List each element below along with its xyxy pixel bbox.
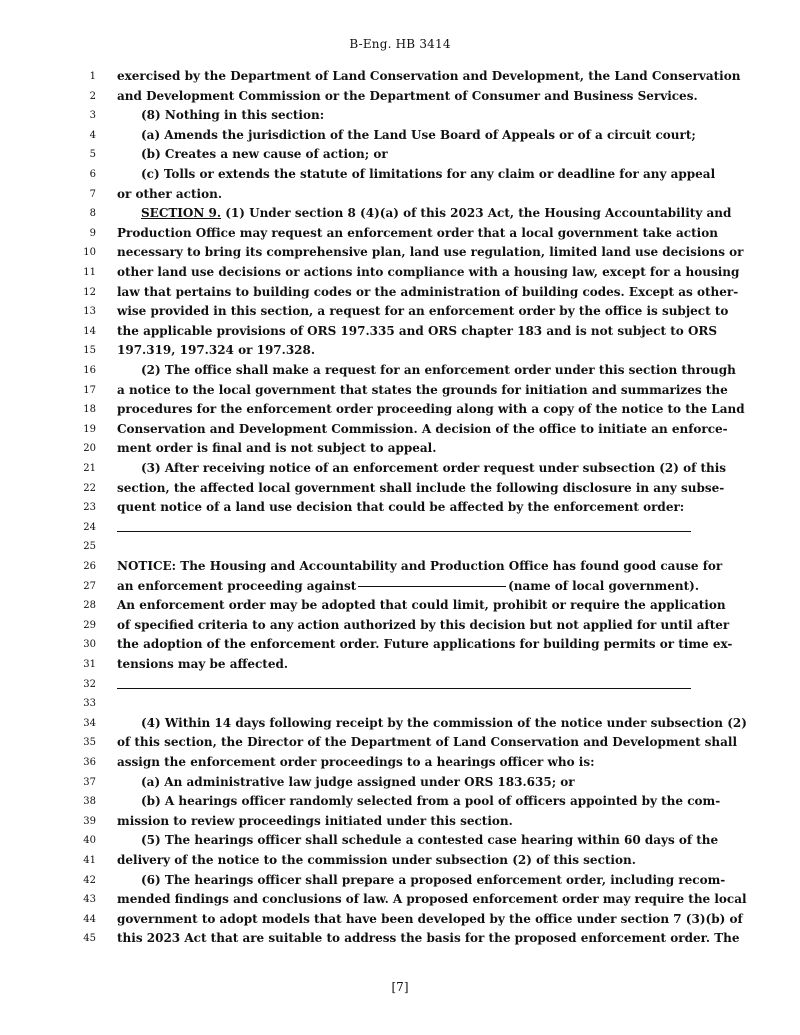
text-line: Production Office may request an enforcement order that a local government take action [117,225,718,240]
text-line: government to adopt models that have been developed by the office under section 7 (3)(b) of [117,911,743,926]
text-fragment: an enforcement proceeding against [117,578,357,593]
document-header: B-Eng. HB 3414 [349,37,451,51]
text-line: mission to review proceedings initiated under this section. [117,813,513,828]
line-number: 34 [83,717,96,729]
line-number: 26 [83,561,96,572]
text-line: assign the enforcement order proceedings to a hearings officer who is: [117,755,595,769]
line-number: 7 [89,188,96,200]
text-line: 197.319, 197.324 or 197.328. [117,343,316,358]
text-line: Conservation and Development Commission. A decision of the office to initiate an enforce- [117,421,728,436]
line-number: 35 [83,737,96,749]
line-number: 14 [83,325,96,337]
line-number: 10 [83,247,96,259]
fill-in-blank [358,586,506,587]
line-number: 17 [83,384,96,396]
line-number: 38 [83,796,96,808]
line-number: 45 [83,933,96,945]
text-line: or other action. [117,186,222,201]
line-number: 6 [89,169,96,180]
notice-rule [117,688,691,689]
line-number: 27 [83,580,96,592]
text-line [117,577,699,597]
text-fragment: (name of local government). [508,578,699,593]
text-line: law that pertains to building codes or the administration of building codes. Except as other- [117,284,739,299]
line-number: 21 [83,463,96,474]
text-line: necessary to bring its comprehensive plan, land use regulation, limited land use decisions or [117,245,744,260]
line-number: 13 [83,306,96,318]
text-line: NOTICE: The Housing and Accountability and Production Office has found good cause for [117,559,723,573]
line-number: 15 [83,345,96,357]
line-number: 31 [83,659,96,670]
text-line: ment order is final and is not subject to appeal. [117,441,437,456]
line-number: 11 [83,267,96,278]
text-line: the adoption of the enforcement order. Future applications for building permits or time ex- [117,637,733,652]
text-line: wise provided in this section, a request for an enforcement order by the office is subject to [117,304,729,319]
line-number: 30 [83,639,96,651]
text-line: quent notice of a land use decision that could be affected by the enforcement order: [117,500,685,515]
line-number: 12 [83,286,96,298]
text-line: this 2023 Act that are suitable to address the basis for the proposed enforcement order. The [117,931,740,946]
text-line: a notice to the local government that states the grounds for initiation and summarizes the [117,382,728,397]
line-number: 44 [83,913,96,925]
text-line [117,204,732,224]
line-number: 8 [89,208,96,220]
text-line: (6) The hearings officer shall prepare a proposed enforcement order, including recom- [141,872,726,887]
line-number: 24 [83,521,96,533]
line-number: 36 [83,757,96,768]
line-number: 28 [83,600,96,612]
line-number: 2 [89,90,96,102]
section-heading: SECTION 9. [141,206,222,221]
line-number: 37 [83,776,96,788]
line-number: 16 [83,365,96,376]
notice-rule [117,531,691,532]
line-number: 18 [83,404,96,416]
text-line: (a) Amends the jurisdiction of the Land Use Board of Appeals or of a circuit court; [141,127,696,142]
line-number: 40 [83,835,96,847]
page-number: [7] [391,980,409,994]
text-line: exercised by the Department of Land Conservation and Development, the Land Conservation [117,69,741,83]
line-number: 25 [83,541,96,553]
line-number: 5 [89,149,96,161]
text-line: (2) The office shall make a request for an enforcement order under this section through [141,363,736,377]
text-line: An enforcement order may be adopted that could limit, prohibit or require the application [117,598,726,613]
text-line: (4) Within 14 days following receipt by the commission of the notice under subsection (2) [141,715,747,730]
line-number: 3 [89,110,96,122]
text-line: (b) Creates a new cause of action; or [141,147,388,162]
text-line: delivery of the notice to the commission under subsection (2) of this section. [117,853,636,867]
line-number: 22 [83,482,96,494]
text-line: (5) The hearings officer shall schedule a contested case hearing within 60 days of the [141,833,719,848]
text-line: tensions may be affected. [117,657,289,671]
text-line: mended findings and conclusions of law. A proposed enforcement order may require the local [117,892,747,907]
text-line: (a) An administrative law judge assigned under ORS 183.635; or [141,774,575,789]
line-number: 41 [83,855,96,866]
text-line: procedures for the enforcement order proceeding along with a copy of the notice to the Land [117,402,745,417]
line-number: 33 [83,698,96,710]
line-number: 43 [83,894,96,906]
line-number: 39 [83,815,96,827]
text-line: of this section, the Director of the Department of Land Conservation and Development shall [117,735,738,750]
text-line: other land use decisions or actions into compliance with a housing law, except for a housing [117,265,740,279]
text-line: (c) Tolls or extends the statute of limitations for any claim or deadline for any appeal [141,167,716,181]
line-number: 4 [89,129,96,141]
text-line: section, the affected local government shall include the following disclosure in any subse- [117,480,725,495]
section-text: (1) Under section 8 (4)(a) of this 2023 Act, the Housing Accountability and [221,206,732,221]
line-number: 32 [83,678,96,690]
text-line: the applicable provisions of ORS 197.335 and ORS chapter 183 and is not subject to ORS [117,323,718,338]
line-number: 1 [89,71,96,82]
line-number: 42 [83,874,96,886]
line-number: 20 [83,443,96,455]
line-number: 23 [83,502,96,514]
line-number: 29 [83,619,96,631]
text-line: and Development Commission or the Department of Consumer and Business Services. [117,88,698,103]
line-number: 19 [83,423,96,435]
text-line: (8) Nothing in this section: [141,108,325,123]
text-line: (b) A hearings officer randomly selected from a pool of officers appointed by the com- [141,794,721,809]
line-number: 9 [89,227,96,239]
text-line: of specified criteria to any action authorized by this decision but not applied for until after [117,617,730,632]
text-line: (3) After receiving notice of an enforcement order request under subsection (2) of this [141,461,727,475]
